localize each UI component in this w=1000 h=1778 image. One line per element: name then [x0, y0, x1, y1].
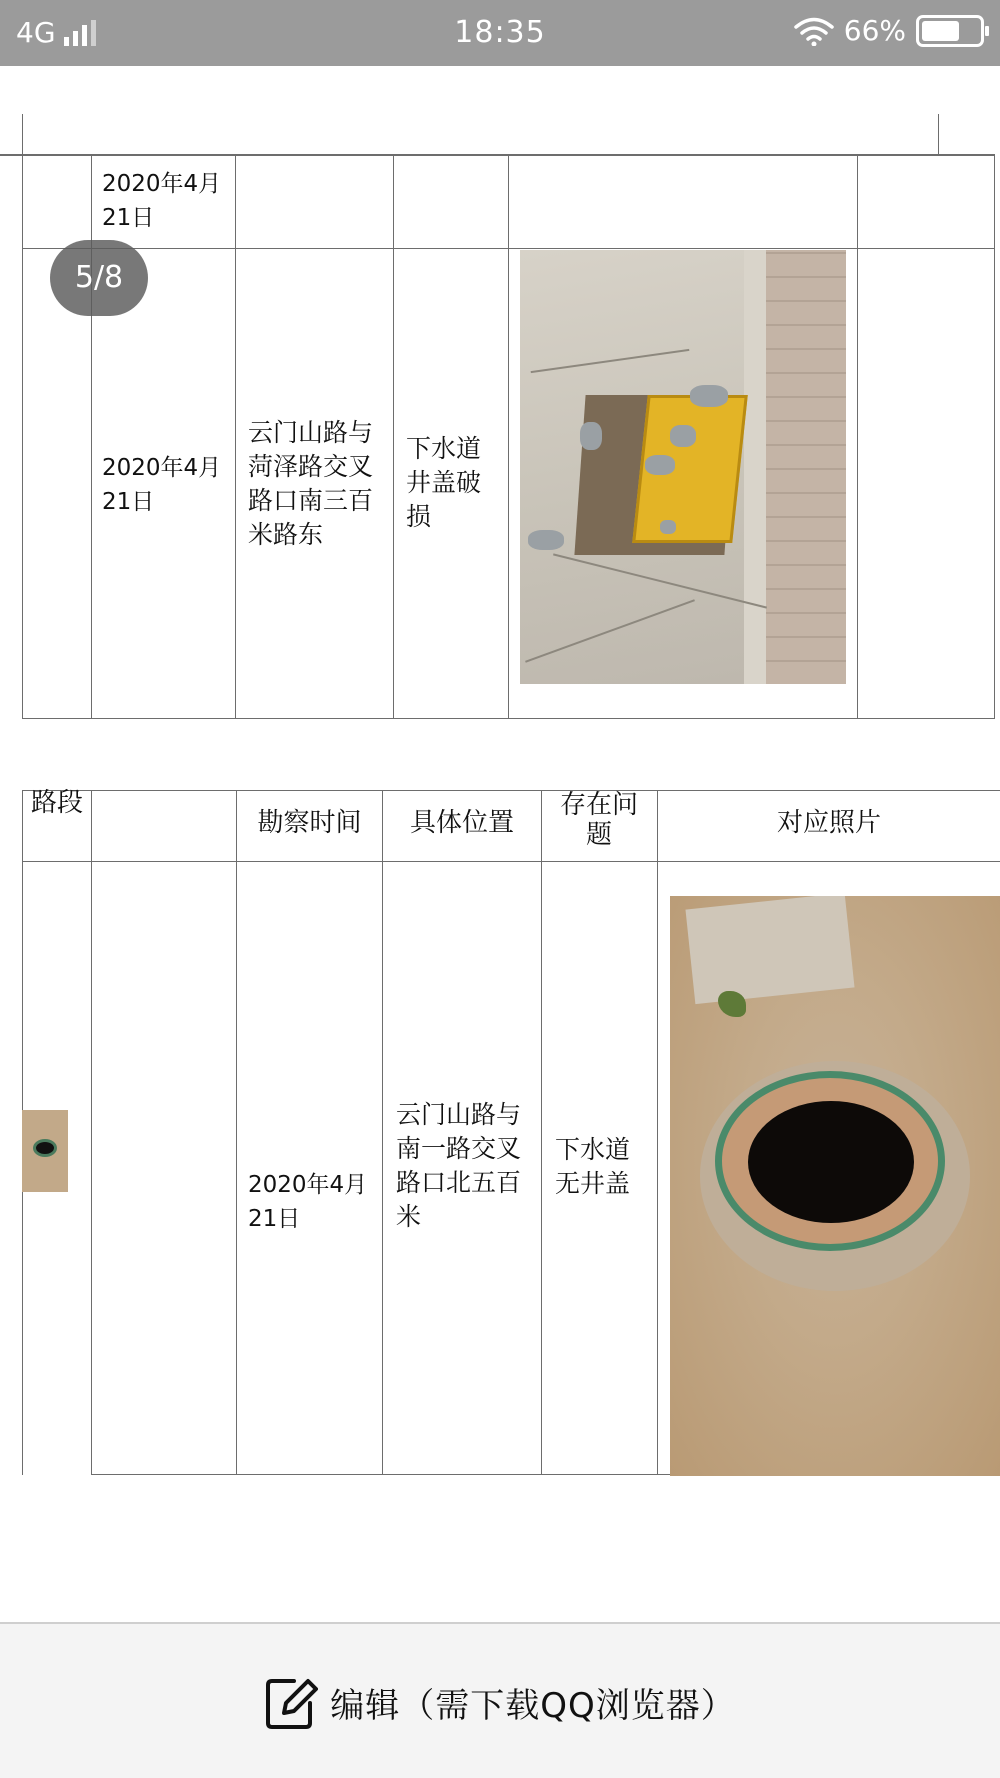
header-photo: 对应照片 [776, 808, 881, 838]
manhole-thumbnail[interactable] [22, 1110, 68, 1192]
header-time: 勘察时间 [257, 808, 362, 838]
photo-broken-manhole-cover[interactable] [520, 250, 846, 684]
header-segment: 路段 [30, 788, 83, 818]
battery-icon [916, 15, 984, 47]
header-problem: 存在问题 [559, 790, 638, 850]
bottom-bar [0, 1622, 1000, 1778]
clock: 18:35 [454, 15, 546, 50]
table2-row-location: 云门山路与南一路交叉路口北五百米 [396, 1100, 522, 1231]
battery-percent: 66% [843, 14, 906, 47]
wifi-icon [794, 16, 834, 46]
edit-label: 编辑（需下载QQ浏览器） [330, 1685, 736, 1726]
table2-row-date: 2020年4月21日 [248, 1172, 368, 1232]
table1-row2-location: 云门山路与菏泽路交叉路口南三百米路东 [248, 418, 374, 549]
edit-icon [264, 1673, 318, 1731]
header-location: 具体位置 [409, 808, 514, 838]
edit-button[interactable] [0, 1624, 1000, 1778]
network-type: 4G [16, 16, 56, 49]
status-right [794, 14, 984, 47]
page-indicator: 5/8 [50, 240, 148, 316]
table1-row2-date: 2020年4月21日 [102, 455, 222, 515]
table1-row1-date: 2020年4月21日 [102, 171, 222, 231]
photo-open-manhole[interactable] [670, 896, 1000, 1476]
status-bar [0, 0, 1000, 66]
table1-row2-problem: 下水道井盖破损 [406, 434, 482, 531]
table2-row-problem: 下水道无井盖 [555, 1135, 631, 1198]
